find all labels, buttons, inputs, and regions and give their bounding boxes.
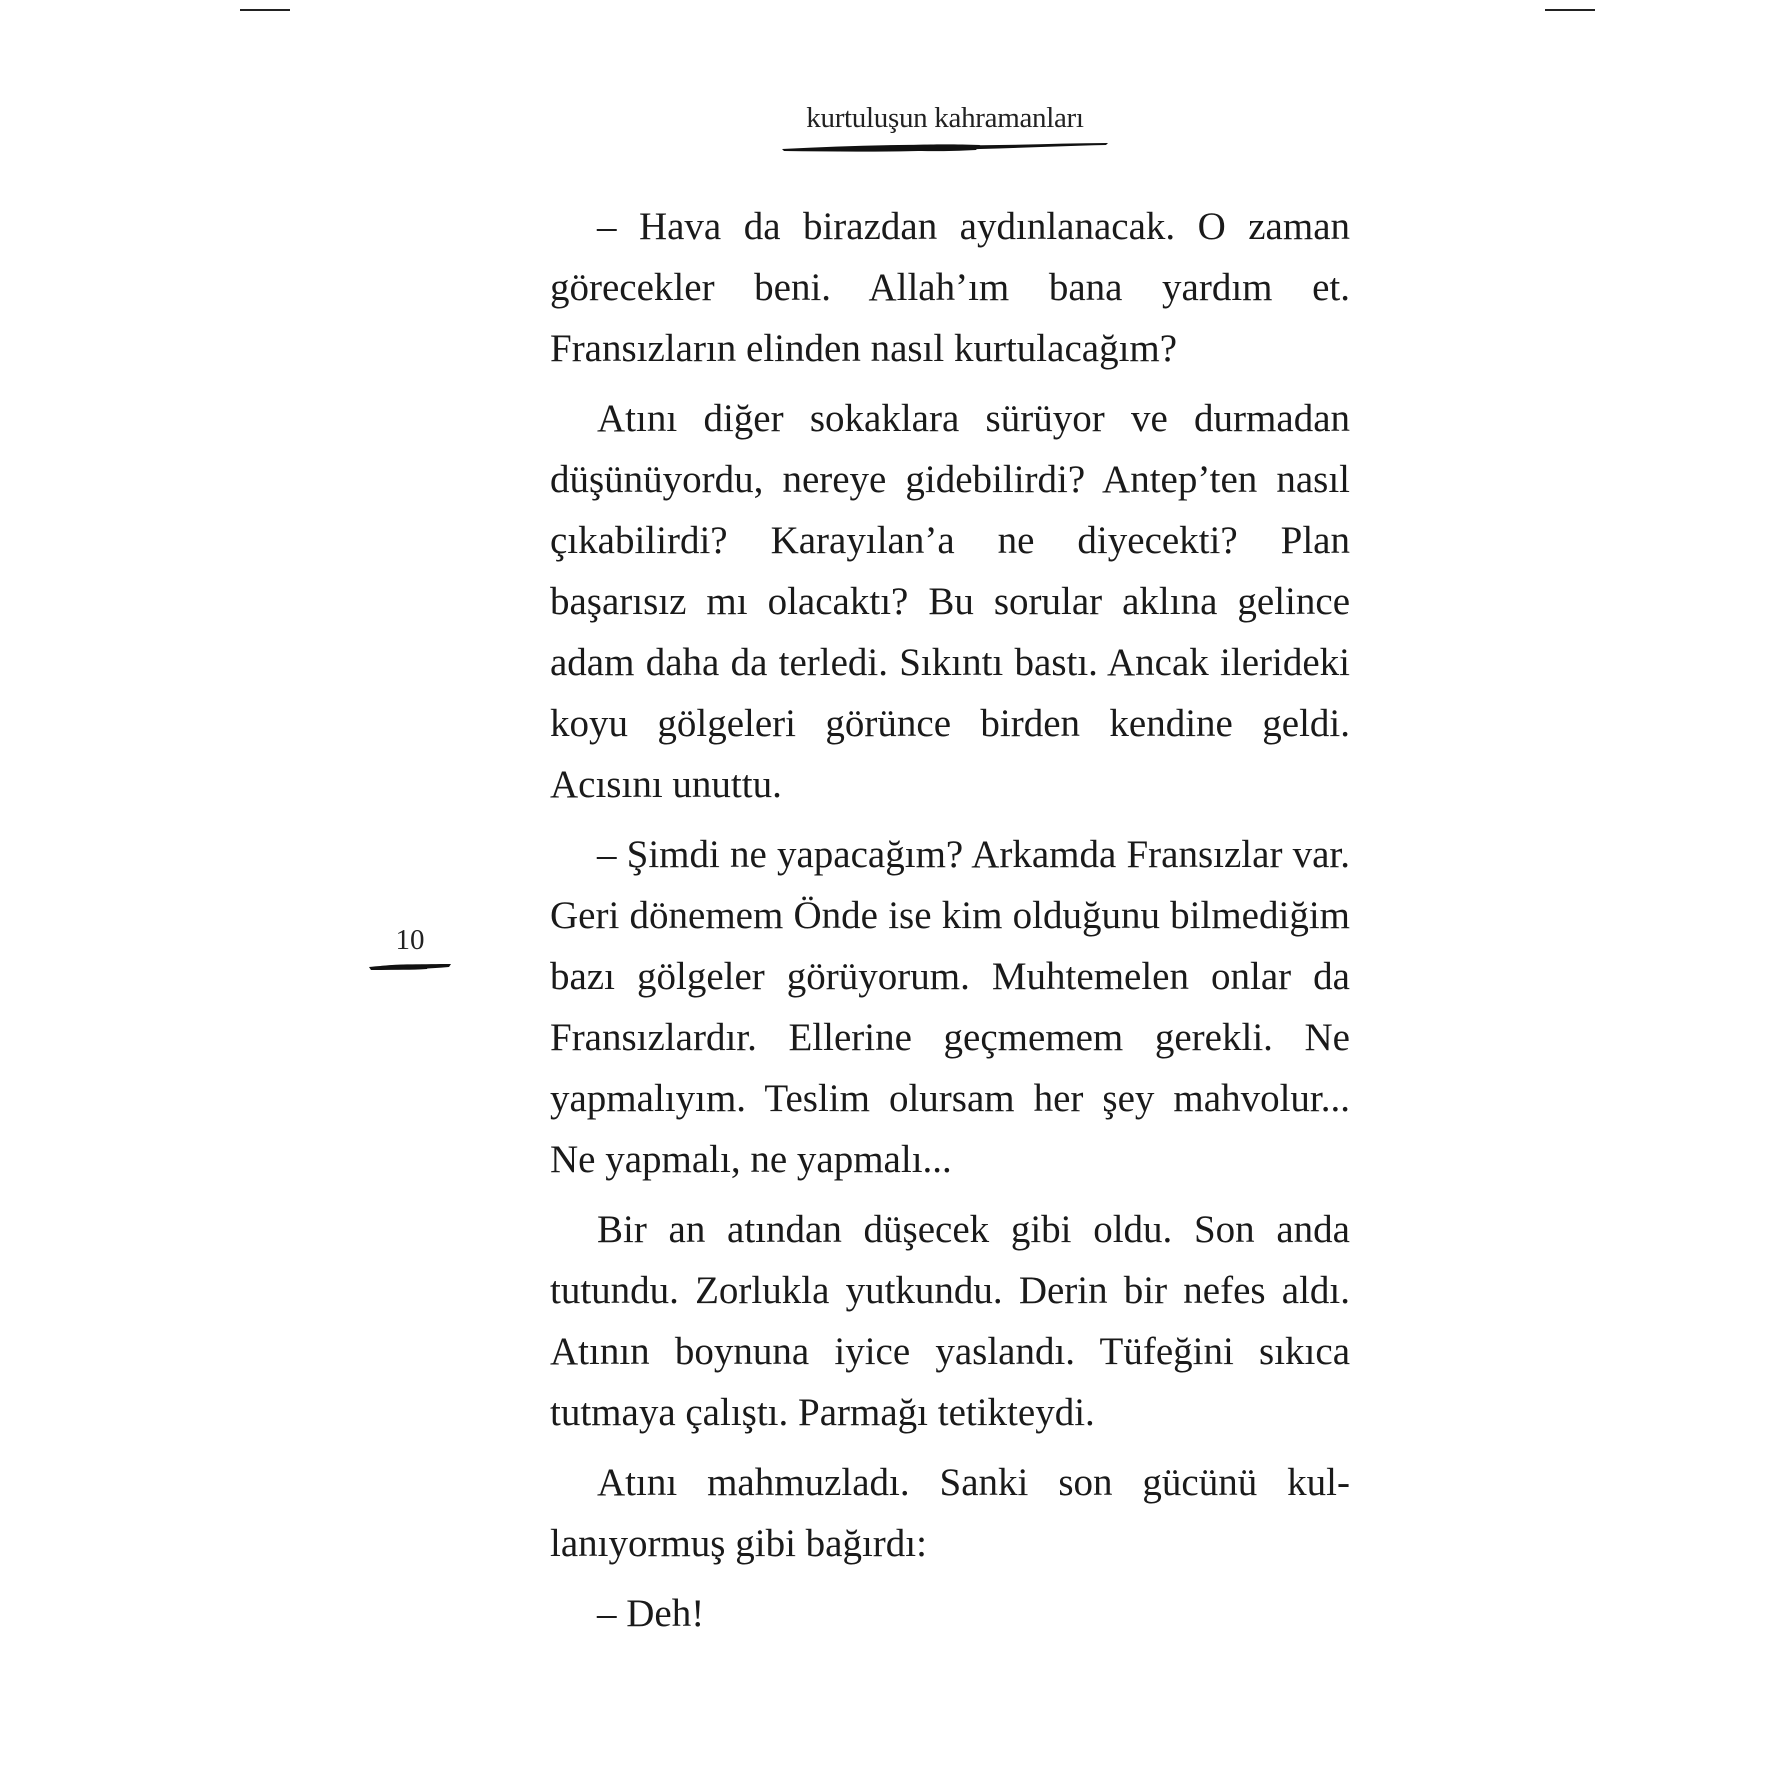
page-number: 10	[395, 924, 425, 956]
paragraph: Atını diğer sokaklara sürüyor ve durmadan düşünüyordu, nereye gidebilirdi? Antep’ten nasıl çıkabilirdi? Karayılan’a ne diyecekti? Plan başarısız mı olacaktı? Bu sorular aklına gelince adam daha da terledi. Sıkıntı bastı. Ancak ilerideki koyu gölgeleri görünce birden kendine geldi. Acısını unuttu.	[550, 397, 1350, 806]
paragraph: – Hava da birazdan aydınlanacak. O zaman görecekler beni. Allah’ım bana yardım et. Fransızların elinden nasıl kurtulacağım?	[550, 205, 1350, 370]
paragraph: Bir an atından düşecek gibi oldu. Son anda tutundu. Zorlukla yutkundu. Derin bir nefes aldı. Atının boynuna iyice yaslandı. Tüfeğini sıkıca tutmaya çalıştı. Parmağı tetikteydi.	[550, 1208, 1350, 1434]
running-header-title: kurtuluşun kahramanları	[806, 102, 1084, 134]
crop-mark-left	[240, 9, 290, 11]
paragraph: Atını mahmuzladı. Sanki son gücünü kullanıyormuş gibi bağırdı:	[550, 1461, 1350, 1565]
folio	[360, 926, 460, 973]
paragraph: – Şimdi ne yapacağım? Arkamda Fransızlar var. Geri dönemem Önde ise kim olduğunu bilmediğim bazı gölgeler görüyorum. Muhtemelen onlar da Fransızlardır. Ellerine geçmemem gerekli. Ne yapmalıyım. Teslim olursam her şey mahvolur... Ne yapmalı, ne yapmalı...	[550, 833, 1350, 1181]
running-header	[780, 104, 1110, 155]
crop-mark-right	[1545, 9, 1595, 11]
paragraph: – Deh!	[597, 1592, 705, 1635]
header-brush-rule	[780, 141, 1110, 155]
body-text	[550, 196, 1350, 1653]
folio-brush-rule	[367, 961, 453, 973]
